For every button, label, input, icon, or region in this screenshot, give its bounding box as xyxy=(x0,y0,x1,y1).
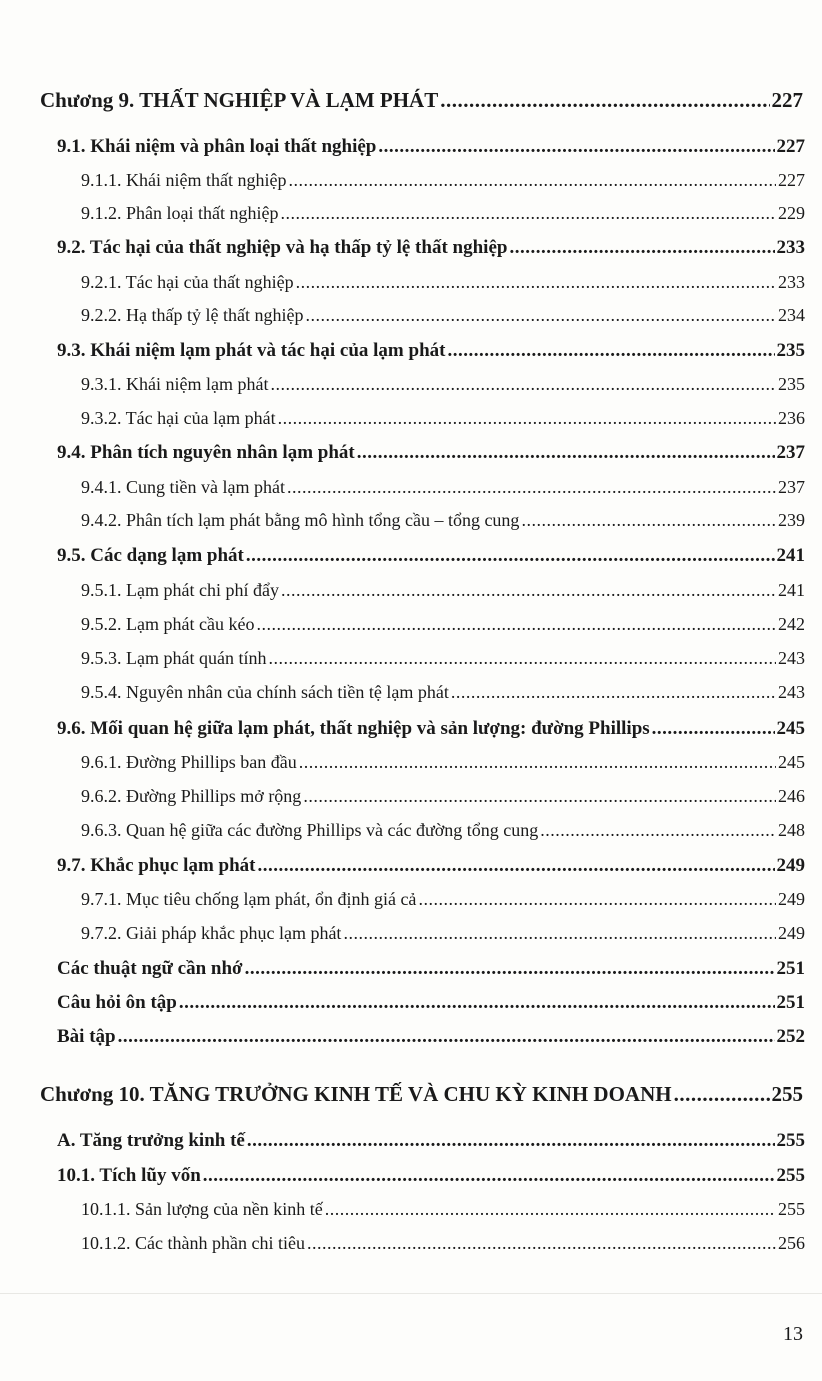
toc-entry-title: 9.5. Các dạng lạm phát xyxy=(57,545,244,566)
toc-entry-title: 9.3.1. Khái niệm lạm phát xyxy=(81,374,269,394)
toc-entry-title: 9.6.3. Quan hệ giữa các đường Phillips và các đường tổng cung xyxy=(81,820,539,840)
toc-entry-page: 248 xyxy=(778,820,805,840)
toc-entry-page: 233 xyxy=(776,237,805,258)
toc-entry-title: Chương 10. TĂNG TRƯỞNG KINH TẾ VÀ CHU KỲ KINH DOANH xyxy=(40,1082,672,1106)
toc-entry-title: 9.5.4. Nguyên nhân của chính sách tiền tệ lạm phát xyxy=(81,682,449,702)
dot-leader xyxy=(440,88,769,113)
dot-leader xyxy=(257,855,774,877)
dot-leader xyxy=(288,170,776,191)
dot-leader xyxy=(270,374,776,395)
toc-entry-page: 249 xyxy=(776,855,805,876)
toc-entry-title: 9.4. Phân tích nguyên nhân lạm phát xyxy=(57,442,355,463)
toc-entry-page: 246 xyxy=(778,786,805,806)
toc-entry-sub[interactable] xyxy=(81,374,805,395)
toc-entry-page: 235 xyxy=(778,374,805,394)
toc-entry-title: 9.5.2. Lạm phát cầu kéo xyxy=(81,614,255,634)
toc-entry-chapter[interactable] xyxy=(40,88,803,113)
toc-entry-section[interactable] xyxy=(57,1130,805,1152)
toc-entry-sub[interactable] xyxy=(81,1199,805,1220)
toc-entry-title: 9.3.2. Tác hại của lạm phát xyxy=(81,408,276,428)
dot-leader xyxy=(447,340,774,362)
dot-leader xyxy=(451,682,776,703)
toc-entry-title: Các thuật ngữ cần nhớ xyxy=(57,958,243,979)
toc-entry-page: 234 xyxy=(778,305,805,325)
dot-leader xyxy=(652,718,775,740)
toc-entry-title: 9.6.2. Đường Phillips mở rộng xyxy=(81,786,302,806)
toc-entry-sub[interactable] xyxy=(81,580,805,601)
toc-entry-title: 9.7. Khắc phục lạm phát xyxy=(57,855,256,876)
toc-entry-title: 9.2.2. Hạ thấp tỷ lệ thất nghiệp xyxy=(81,305,304,325)
toc-entry-section[interactable] xyxy=(57,237,805,259)
dot-leader xyxy=(509,237,774,259)
toc-entry-title: 9.3. Khái niệm lạm phát và tác hại của lạm phát xyxy=(57,340,446,361)
toc-entry-section[interactable] xyxy=(57,136,805,158)
dot-leader xyxy=(245,958,775,980)
toc-entry-title: Chương 9. THẤT NGHIỆP VÀ LẠM PHÁT xyxy=(40,88,439,112)
toc-entry-page: 243 xyxy=(778,682,805,702)
toc-entry-page: 251 xyxy=(776,958,805,979)
toc-entry-section[interactable] xyxy=(57,545,805,567)
toc-entry-sub[interactable] xyxy=(81,170,805,191)
toc-entry-section[interactable] xyxy=(57,1026,805,1048)
toc-entry-sub[interactable] xyxy=(81,203,805,224)
toc-entry-sub[interactable] xyxy=(81,272,805,293)
toc-entry-page: 249 xyxy=(778,889,805,909)
dot-leader xyxy=(247,1130,775,1152)
dot-leader xyxy=(203,1165,775,1187)
toc-entry-sub[interactable] xyxy=(81,820,805,841)
toc-entry-sub[interactable] xyxy=(81,648,805,669)
toc-entry-sub[interactable] xyxy=(81,1233,805,1254)
toc-entry-page: 243 xyxy=(778,648,805,668)
dot-leader xyxy=(418,889,776,910)
toc-entry-sub[interactable] xyxy=(81,614,805,635)
toc-entry-page: 239 xyxy=(778,510,805,530)
toc-entry-section[interactable] xyxy=(57,855,805,877)
toc-entry-page: 251 xyxy=(776,992,805,1013)
toc-entry-sub[interactable] xyxy=(81,408,805,429)
toc-entry-section[interactable] xyxy=(57,718,805,740)
toc-entry-page: 255 xyxy=(771,1082,803,1106)
dot-leader xyxy=(256,614,776,635)
toc-entry-sub[interactable] xyxy=(81,305,805,326)
toc-entry-title: 9.4.1. Cung tiền và lạm phát xyxy=(81,477,285,497)
toc-entry-page: 252 xyxy=(776,1026,805,1047)
dot-leader xyxy=(287,477,776,498)
toc-entry-title: 9.4.2. Phân tích lạm phát bằng mô hình tổng cầu – tổng cung xyxy=(81,510,520,530)
toc-entry-sub[interactable] xyxy=(81,510,805,531)
dot-leader xyxy=(278,408,776,429)
toc-entry-page: 233 xyxy=(778,272,805,292)
toc-entry-page: 237 xyxy=(778,477,805,497)
toc-entry-title: 9.5.3. Lạm phát quán tính xyxy=(81,648,267,668)
toc-entry-sub[interactable] xyxy=(81,752,805,773)
toc-entry-title: 9.7.2. Giải pháp khắc phục lạm phát xyxy=(81,923,342,943)
toc-entry-sub[interactable] xyxy=(81,786,805,807)
dot-leader xyxy=(268,648,776,669)
toc-entry-title: 9.6.1. Đường Phillips ban đầu xyxy=(81,752,297,772)
toc-entry-page: 255 xyxy=(776,1165,805,1186)
toc-entry-section[interactable] xyxy=(57,958,805,980)
toc-entry-page: 227 xyxy=(778,170,805,190)
dot-leader xyxy=(540,820,776,841)
toc-entry-title: 10.1.2. Các thành phần chi tiêu xyxy=(81,1233,305,1253)
toc-entry-page: 255 xyxy=(778,1199,805,1219)
dot-leader xyxy=(246,545,775,567)
toc-entry-title: 9.1.2. Phân loại thất nghiệp xyxy=(81,203,279,223)
toc-entry-title: 9.2. Tác hại của thất nghiệp và hạ thấp tỷ lệ thất nghiệp xyxy=(57,237,508,258)
toc-entry-page: 256 xyxy=(778,1233,805,1253)
toc-entry-title: 9.5.1. Lạm phát chi phí đẩy xyxy=(81,580,279,600)
toc-entry-page: 241 xyxy=(778,580,805,600)
toc-entry-title: 10.1.1. Sản lượng của nền kinh tế xyxy=(81,1199,323,1219)
toc-entry-title: 9.1. Khái niệm và phân loại thất nghiệp xyxy=(57,136,377,157)
toc-entry-page: 242 xyxy=(778,614,805,634)
toc-entry-title: 9.6. Mối quan hệ giữa lạm phát, thất nghiệp và sản lượng: đường Phillips xyxy=(57,718,650,739)
dot-leader xyxy=(118,1026,775,1048)
toc-entry-section[interactable] xyxy=(57,992,805,1014)
dot-leader xyxy=(378,136,774,158)
dot-leader xyxy=(521,510,776,531)
dot-leader xyxy=(281,580,776,601)
toc-entry-sub[interactable] xyxy=(81,889,805,910)
toc-entry-sub[interactable] xyxy=(81,923,805,944)
toc-entry-page: 249 xyxy=(778,923,805,943)
toc-entry-page: 236 xyxy=(778,408,805,428)
dot-leader xyxy=(305,305,776,326)
dot-leader xyxy=(299,752,776,773)
bottom-rule xyxy=(0,1293,822,1294)
toc-entry-page: 241 xyxy=(776,545,805,566)
dot-leader xyxy=(296,272,776,293)
dot-leader xyxy=(343,923,776,944)
toc-entry-page: 227 xyxy=(771,88,803,112)
toc-entry-section[interactable] xyxy=(57,442,805,464)
toc-entry-page: 235 xyxy=(776,340,805,361)
toc-entry-section[interactable] xyxy=(57,340,805,362)
toc-entry-page: 255 xyxy=(776,1130,805,1151)
dot-leader xyxy=(674,1082,770,1107)
toc-entry-sub[interactable] xyxy=(81,477,805,498)
toc-entry-title: A. Tăng trưởng kinh tế xyxy=(57,1130,245,1151)
toc-entry-title: 10.1. Tích lũy vốn xyxy=(57,1165,201,1186)
toc-entry-title: 9.1.1. Khái niệm thất nghiệp xyxy=(81,170,287,190)
toc-entry-page: 237 xyxy=(776,442,805,463)
toc-entry-page: 245 xyxy=(776,718,805,739)
dot-leader xyxy=(303,786,776,807)
toc-entry-title: 9.7.1. Mục tiêu chống lạm phát, ổn định giá cả xyxy=(81,889,417,909)
toc-entry-page: 245 xyxy=(778,752,805,772)
toc-entry-title: 9.2.1. Tác hại của thất nghiệp xyxy=(81,272,294,292)
toc-entry-title: Câu hỏi ôn tập xyxy=(57,992,177,1013)
toc-entry-page: 227 xyxy=(776,136,805,157)
dot-leader xyxy=(357,442,775,464)
toc-entry-sub[interactable] xyxy=(81,682,805,703)
toc-entry-title: Bài tập xyxy=(57,1026,116,1047)
dot-leader xyxy=(325,1199,776,1220)
dot-leader xyxy=(179,992,775,1014)
page-number: 13 xyxy=(783,1323,803,1345)
dot-leader xyxy=(280,203,776,224)
toc-entry-chapter[interactable] xyxy=(40,1082,803,1107)
toc-entry-page: 229 xyxy=(778,203,805,223)
toc-entry-section[interactable] xyxy=(57,1165,805,1187)
dot-leader xyxy=(307,1233,776,1254)
